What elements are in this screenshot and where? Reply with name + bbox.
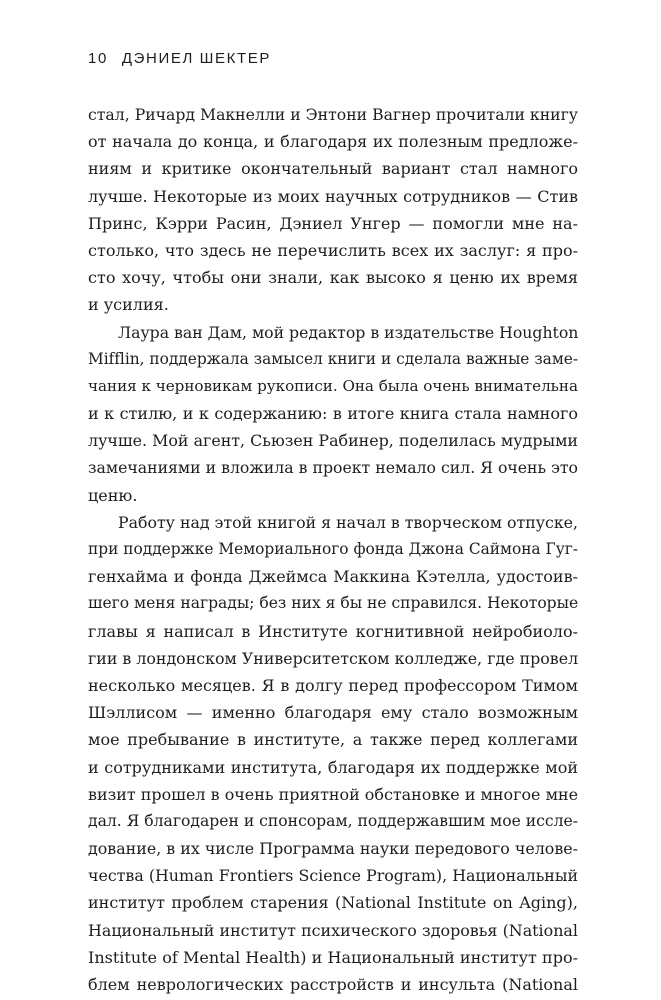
- text-line: мое пребывание в институте, а также перед коллегами: [88, 730, 578, 750]
- text-line: чания к черновикам рукописи. Она была очень внимательна: [88, 376, 578, 395]
- text-line: замечаниями и вложила в проект немало сил. Я очень это: [88, 458, 578, 478]
- text-line: стал, Ричард Макнелли и Энтони Вагнер прочитали книгу: [88, 105, 578, 124]
- text-line: главы я написал в Институте когнитивной нейробиоло-: [88, 621, 578, 641]
- text-line: при поддержке Мемориального фонда Джона Саймона Гуг-: [88, 540, 578, 558]
- text-line: генхайма и фонда Джеймса Маккина Кэтелла, удостоив-: [88, 567, 578, 587]
- running-head: [88, 50, 271, 67]
- text-line: Mifflin, поддержала замысел книги и сделала важные заме-: [88, 349, 578, 368]
- text-line: ниям и критике окончательный вариант стал намного: [88, 159, 578, 179]
- text-line: сто хочу, чтобы они знали, как высоко я ценю их время: [88, 268, 578, 288]
- text-line: и сотрудниками института, благодаря их поддержке мой: [88, 757, 578, 777]
- text-line: лучше. Мой агент, Сьюзен Рабинер, поделилась мудрыми: [88, 431, 578, 451]
- text-line: дование, в их числе Программа науки передового челове-: [88, 839, 578, 859]
- page-number: 10: [88, 50, 108, 67]
- text-line: и к стилю, и к содержанию: в итоге книга стала намного: [88, 404, 578, 424]
- text-line: институт проблем старения (National Institute on Aging),: [88, 893, 578, 913]
- text-line: дал. Я благодарен и спонсорам, поддержавшим мое иссле-: [88, 811, 578, 830]
- text-line: шего меня награды; без них я бы не справился. Некоторые: [88, 594, 578, 613]
- text-line: Национальный институт психического здоровья (National: [88, 920, 578, 940]
- paragraph-first-line: Работу над этой книгой я начал в творческом отпуске,: [118, 512, 578, 532]
- text-line: чества (Human Frontiers Science Program), Национальный: [88, 866, 578, 886]
- text-line: ценю.: [88, 485, 138, 505]
- text-line: Institute of Mental Health) и Национальный институт про-: [88, 947, 578, 967]
- author-name: ДЭНИЕЛ ШЕКТЕР: [121, 50, 271, 67]
- text-line: Шэллисом — именно благодаря ему стало возможным: [88, 703, 578, 723]
- text-line: от начала до конца, и благодаря их полезным предложе-: [88, 132, 578, 152]
- text-line: Принс, Кэрри Расин, Дэниел Унгер — помогли мне на-: [88, 213, 578, 233]
- text-line: блем неврологических расстройств и инсульта (National: [88, 975, 578, 994]
- text-line: лучше. Некоторые из моих научных сотрудников — Стив: [88, 186, 578, 206]
- text-line: столько, что здесь не перечислить всех их заслуг: я про-: [88, 240, 578, 260]
- body-text: [88, 101, 578, 998]
- text-line: и усилия.: [88, 295, 169, 315]
- paragraph-first-line: Лаура ван Дам, мой редактор в издательстве Houghton: [118, 322, 578, 342]
- text-line: гии в лондонском Университетском колледже, где провел: [88, 648, 578, 668]
- text-line: визит прошел в очень приятной обстановке и многое мне: [88, 784, 578, 804]
- text-line: несколько месяцев. Я в долгу перед профессором Тимом: [88, 675, 578, 695]
